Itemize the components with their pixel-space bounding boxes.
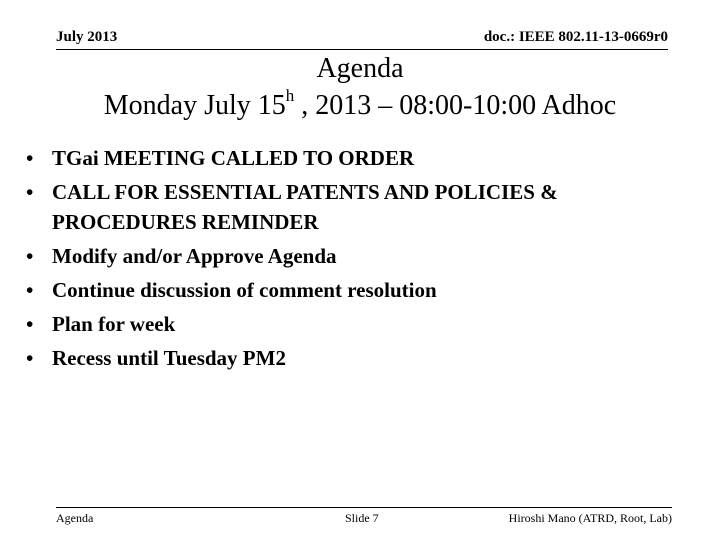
header-doc-id: doc.: IEEE 802.11-13-0669r0 <box>483 29 668 45</box>
slide-subtitle <box>0 88 720 124</box>
agenda-list <box>24 143 684 377</box>
agenda-item <box>24 309 684 339</box>
slide-title: Agenda <box>316 53 404 84</box>
agenda-item <box>24 241 684 271</box>
footer-slide-number: Slide 7 <box>345 511 379 525</box>
agenda-item-text: Plan for week <box>52 312 176 336</box>
subtitle-date: Monday July 15 <box>103 90 286 121</box>
bullet-icon: • <box>26 278 34 302</box>
agenda-item-text: CALL FOR ESSENTIAL PATENTS AND POLICIES & <box>52 180 558 204</box>
bullet-icon: • <box>26 146 34 170</box>
agenda-item-text: Continue discussion of comment resolution <box>52 278 437 302</box>
agenda-item-text: Recess until Tuesday PM2 <box>52 346 286 370</box>
agenda-item-text: TGai MEETING CALLED TO ORDER <box>52 146 415 170</box>
agenda-item <box>24 275 684 305</box>
subtitle-time: , 2013 – 08:00-10:00 Adhoc <box>294 90 617 121</box>
header-date: July 2013 <box>56 29 118 45</box>
subtitle-superscript: h <box>285 86 295 105</box>
footer-section: Agenda <box>56 511 94 525</box>
footer-author: Hiroshi Mano (ATRD, Root, Lab) <box>508 511 672 525</box>
slide-header <box>56 29 668 50</box>
bullet-icon: • <box>26 180 34 204</box>
agenda-item-text: Modify and/or Approve Agenda <box>52 244 337 268</box>
slide-footer <box>56 507 672 528</box>
bullet-icon: • <box>26 312 34 336</box>
agenda-item-text-continued: PROCEDURES REMINDER <box>52 210 319 234</box>
agenda-item <box>24 177 684 237</box>
bullet-icon: • <box>26 244 34 268</box>
agenda-item <box>24 143 684 173</box>
agenda-item <box>24 343 684 373</box>
bullet-icon: • <box>26 346 34 370</box>
